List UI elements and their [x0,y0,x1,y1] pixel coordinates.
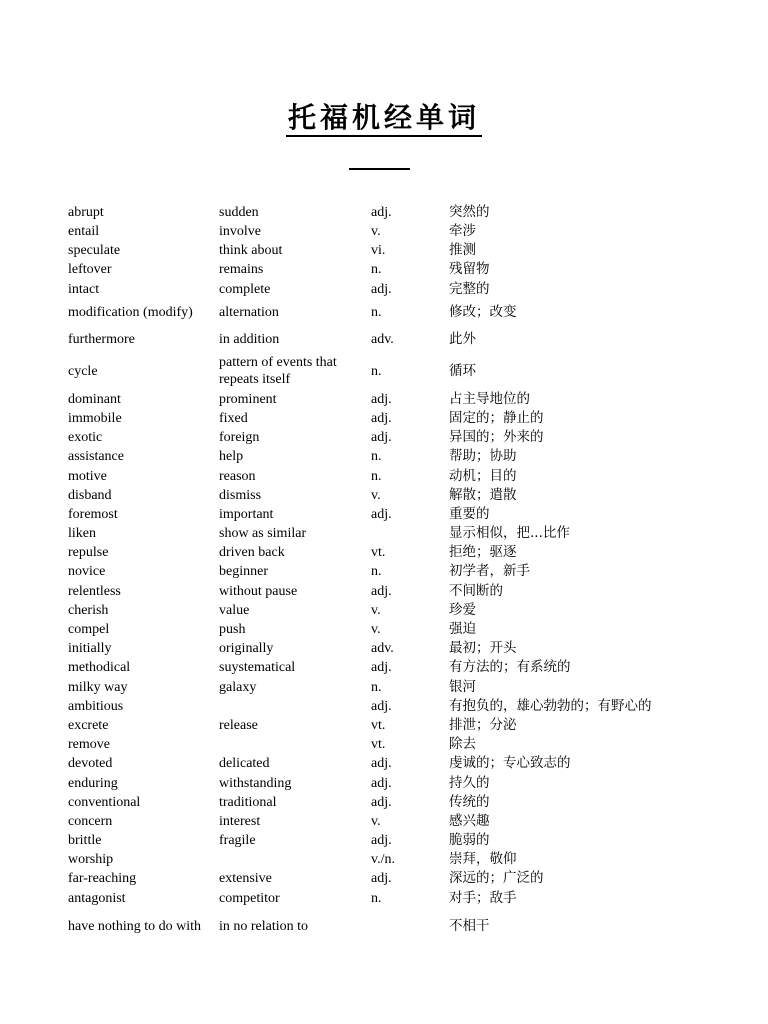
table-row [68,582,708,601]
table-row [68,428,708,447]
word-cell: relentless [68,583,121,599]
part-of-speech-cell: n. [371,564,382,580]
meaning-cell: 有抱负的，雄心勃勃的；有野心的 [449,697,652,714]
meaning-cell: 崇拜，敬仰 [449,851,517,868]
table-row [68,467,708,486]
part-of-speech-cell: adj. [371,698,392,714]
word-cell: entail [68,224,100,240]
synonym-cell: originally [219,641,274,657]
synonym-cell: think about [219,243,283,259]
synonym-cell: prominent [219,391,277,407]
table-row [68,543,708,562]
meaning-cell: 残留物 [449,261,490,278]
word-cell: worship [68,852,114,868]
part-of-speech-cell: adj. [371,391,392,407]
synonym-cell: interest [219,813,261,829]
part-of-speech-cell: adj. [371,506,392,522]
word-cell: immobile [68,410,122,426]
meaning-cell: 动机；目的 [449,467,517,484]
meaning-cell: 循环 [449,362,476,379]
synonym-cell: dismiss [219,487,262,503]
table-row [68,735,708,754]
word-cell: far-reaching [68,871,137,887]
table-row [68,793,708,812]
table-row [68,261,708,280]
table-row [68,222,708,241]
synonym-cell: involve [219,224,261,240]
synonym-cell: foreign [219,430,260,446]
word-cell: assistance [68,449,124,465]
meaning-cell: 占主导地位的 [449,390,530,407]
word-cell: devoted [68,756,113,772]
part-of-speech-cell: n. [371,449,382,465]
part-of-speech-cell: adj. [371,204,392,220]
synonym-cell: in addition [219,331,280,347]
meaning-cell: 解散；遣散 [449,486,517,503]
table-row [68,326,708,353]
part-of-speech-cell: adv. [371,641,394,657]
synonym-cell: driven back [219,545,285,561]
part-of-speech-cell: n. [371,304,382,320]
part-of-speech-cell: vt. [371,737,386,753]
synonym-cell: important [219,506,274,522]
part-of-speech-cell: vt. [371,545,386,561]
part-of-speech-cell: adj. [371,410,392,426]
word-cell: intact [68,281,100,297]
part-of-speech-cell: vt. [371,717,386,733]
meaning-cell: 排泄；分泌 [449,716,517,733]
page-title-text: 托福机经单词 [286,101,482,137]
synonym-cell: withstanding [219,775,292,791]
word-cell: cherish [68,602,109,618]
table-row [68,678,708,697]
part-of-speech-cell: adj. [371,775,392,791]
table-row [68,620,708,639]
table-row [68,524,708,543]
word-cell: remove [68,737,110,753]
meaning-cell: 修改；改变 [449,303,517,320]
title-divider [349,168,410,170]
meaning-cell: 有方法的；有系统的 [449,659,571,676]
part-of-speech-cell: v. [371,602,381,618]
meaning-cell: 不相干 [449,917,490,934]
synonym-cell: help [219,449,244,465]
meaning-cell: 传统的 [449,793,490,810]
table-row [68,390,708,409]
part-of-speech-cell: n. [371,679,382,695]
vocabulary-table [68,203,708,945]
synonym-cell: competitor [219,890,280,906]
table-row [68,850,708,869]
table-row [68,448,708,467]
meaning-cell: 此外 [449,330,476,347]
part-of-speech-cell: adj. [371,583,392,599]
part-of-speech-cell: v. [371,813,381,829]
table-row [68,774,708,793]
meaning-cell: 感兴趣 [449,812,490,829]
synonym-cell: suystematical [219,660,296,676]
part-of-speech-cell: n. [371,468,382,484]
table-row [68,639,708,658]
meaning-cell: 重要的 [449,505,490,522]
meaning-cell: 最初；开头 [449,640,517,657]
meaning-cell: 虔诚的；专心致志的 [449,755,571,772]
word-cell: ambitious [68,698,124,714]
word-cell: foremost [68,506,118,522]
word-cell: abrupt [68,204,104,220]
word-cell: liken [68,526,96,542]
meaning-cell: 帮助；协助 [449,448,517,465]
word-cell: concern [68,813,113,829]
synonym-cell: alternation [219,304,279,320]
word-cell: milky way [68,679,128,695]
meaning-cell: 拒绝；驱逐 [449,544,517,561]
table-row [68,409,708,428]
word-cell: cycle [68,363,98,379]
synonym-cell: reason [219,468,256,484]
part-of-speech-cell: vi. [371,243,386,259]
table-row [68,601,708,620]
table-row [68,203,708,222]
meaning-cell: 异国的；外来的 [449,429,544,446]
part-of-speech-cell: v. [371,224,381,240]
meaning-cell: 珍爱 [449,601,476,618]
table-row [68,697,708,716]
word-cell: disband [68,487,112,503]
table-row [68,505,708,524]
meaning-cell: 完整的 [449,280,490,297]
table-row [68,353,708,390]
part-of-speech-cell: adj. [371,660,392,676]
meaning-cell: 牵涉 [449,223,476,240]
part-of-speech-cell: adj. [371,281,392,297]
word-cell: have nothing to do with [68,918,201,934]
part-of-speech-cell: adj. [371,430,392,446]
word-cell: speculate [68,243,121,259]
meaning-cell: 显示相似，把...比作 [449,525,570,542]
word-cell: brittle [68,833,102,849]
word-cell: novice [68,564,106,580]
word-cell: enduring [68,775,118,791]
synonym-cell: pattern of events that repeats itself [219,354,337,388]
meaning-cell: 深远的；广泛的 [449,870,544,887]
part-of-speech-cell: v. [371,487,381,503]
synonym-cell: without pause [219,583,298,599]
synonym-cell: delicated [219,756,270,772]
table-row [68,299,708,326]
synonym-cell: sudden [219,204,259,220]
synonym-cell: show as similar [219,526,307,542]
word-cell: conventional [68,794,141,810]
table-row [68,241,708,260]
meaning-cell: 对手；敌手 [449,889,517,906]
meaning-cell: 固定的；静止的 [449,409,544,426]
part-of-speech-cell: adj. [371,794,392,810]
word-cell: repulse [68,545,109,561]
table-row [68,889,708,908]
synonym-cell: extensive [219,871,272,887]
part-of-speech-cell: n. [371,363,382,379]
meaning-cell: 推测 [449,242,476,259]
word-cell: dominant [68,391,121,407]
table-row [68,280,708,299]
meaning-cell: 脆弱的 [449,832,490,849]
word-cell: initially [68,641,112,657]
meaning-cell: 持久的 [449,774,490,791]
meaning-cell: 强迫 [449,621,476,638]
table-row [68,870,708,889]
meaning-cell: 除去 [449,736,476,753]
meaning-cell: 初学者，新手 [449,563,530,580]
table-row [68,563,708,582]
synonym-cell: traditional [219,794,277,810]
table-row [68,486,708,505]
synonym-cell: fragile [219,833,256,849]
part-of-speech-cell: v./n. [371,852,395,868]
synonym-cell: beginner [219,564,268,580]
word-cell: excrete [68,717,109,733]
table-row [68,812,708,831]
table-row [68,659,708,678]
synonym-cell: push [219,622,246,638]
meaning-cell: 银河 [449,678,476,695]
part-of-speech-cell: adj. [371,833,392,849]
synonym-cell: galaxy [219,679,257,695]
word-cell: modification (modify) [68,304,193,320]
synonym-cell: value [219,602,250,618]
part-of-speech-cell: n. [371,890,382,906]
table-row [68,908,708,945]
word-cell: exotic [68,430,103,446]
synonym-cell: remains [219,262,264,278]
table-row [68,755,708,774]
part-of-speech-cell: adj. [371,756,392,772]
synonym-cell: fixed [219,410,248,426]
table-row [68,716,708,735]
synonym-cell: release [219,717,258,733]
word-cell: methodical [68,660,131,676]
word-cell: motive [68,468,107,484]
word-cell: leftover [68,262,112,278]
synonym-cell: complete [219,281,271,297]
meaning-cell: 突然的 [449,203,490,220]
synonym-cell: in no relation to [219,918,309,934]
part-of-speech-cell: v. [371,622,381,638]
word-cell: compel [68,622,110,638]
part-of-speech-cell: n. [371,262,382,278]
page-title [0,98,768,138]
meaning-cell: 不间断的 [449,582,503,599]
part-of-speech-cell: adj. [371,871,392,887]
table-row [68,831,708,850]
part-of-speech-cell: adv. [371,331,394,347]
word-cell: furthermore [68,331,135,347]
word-cell: antagonist [68,890,126,906]
